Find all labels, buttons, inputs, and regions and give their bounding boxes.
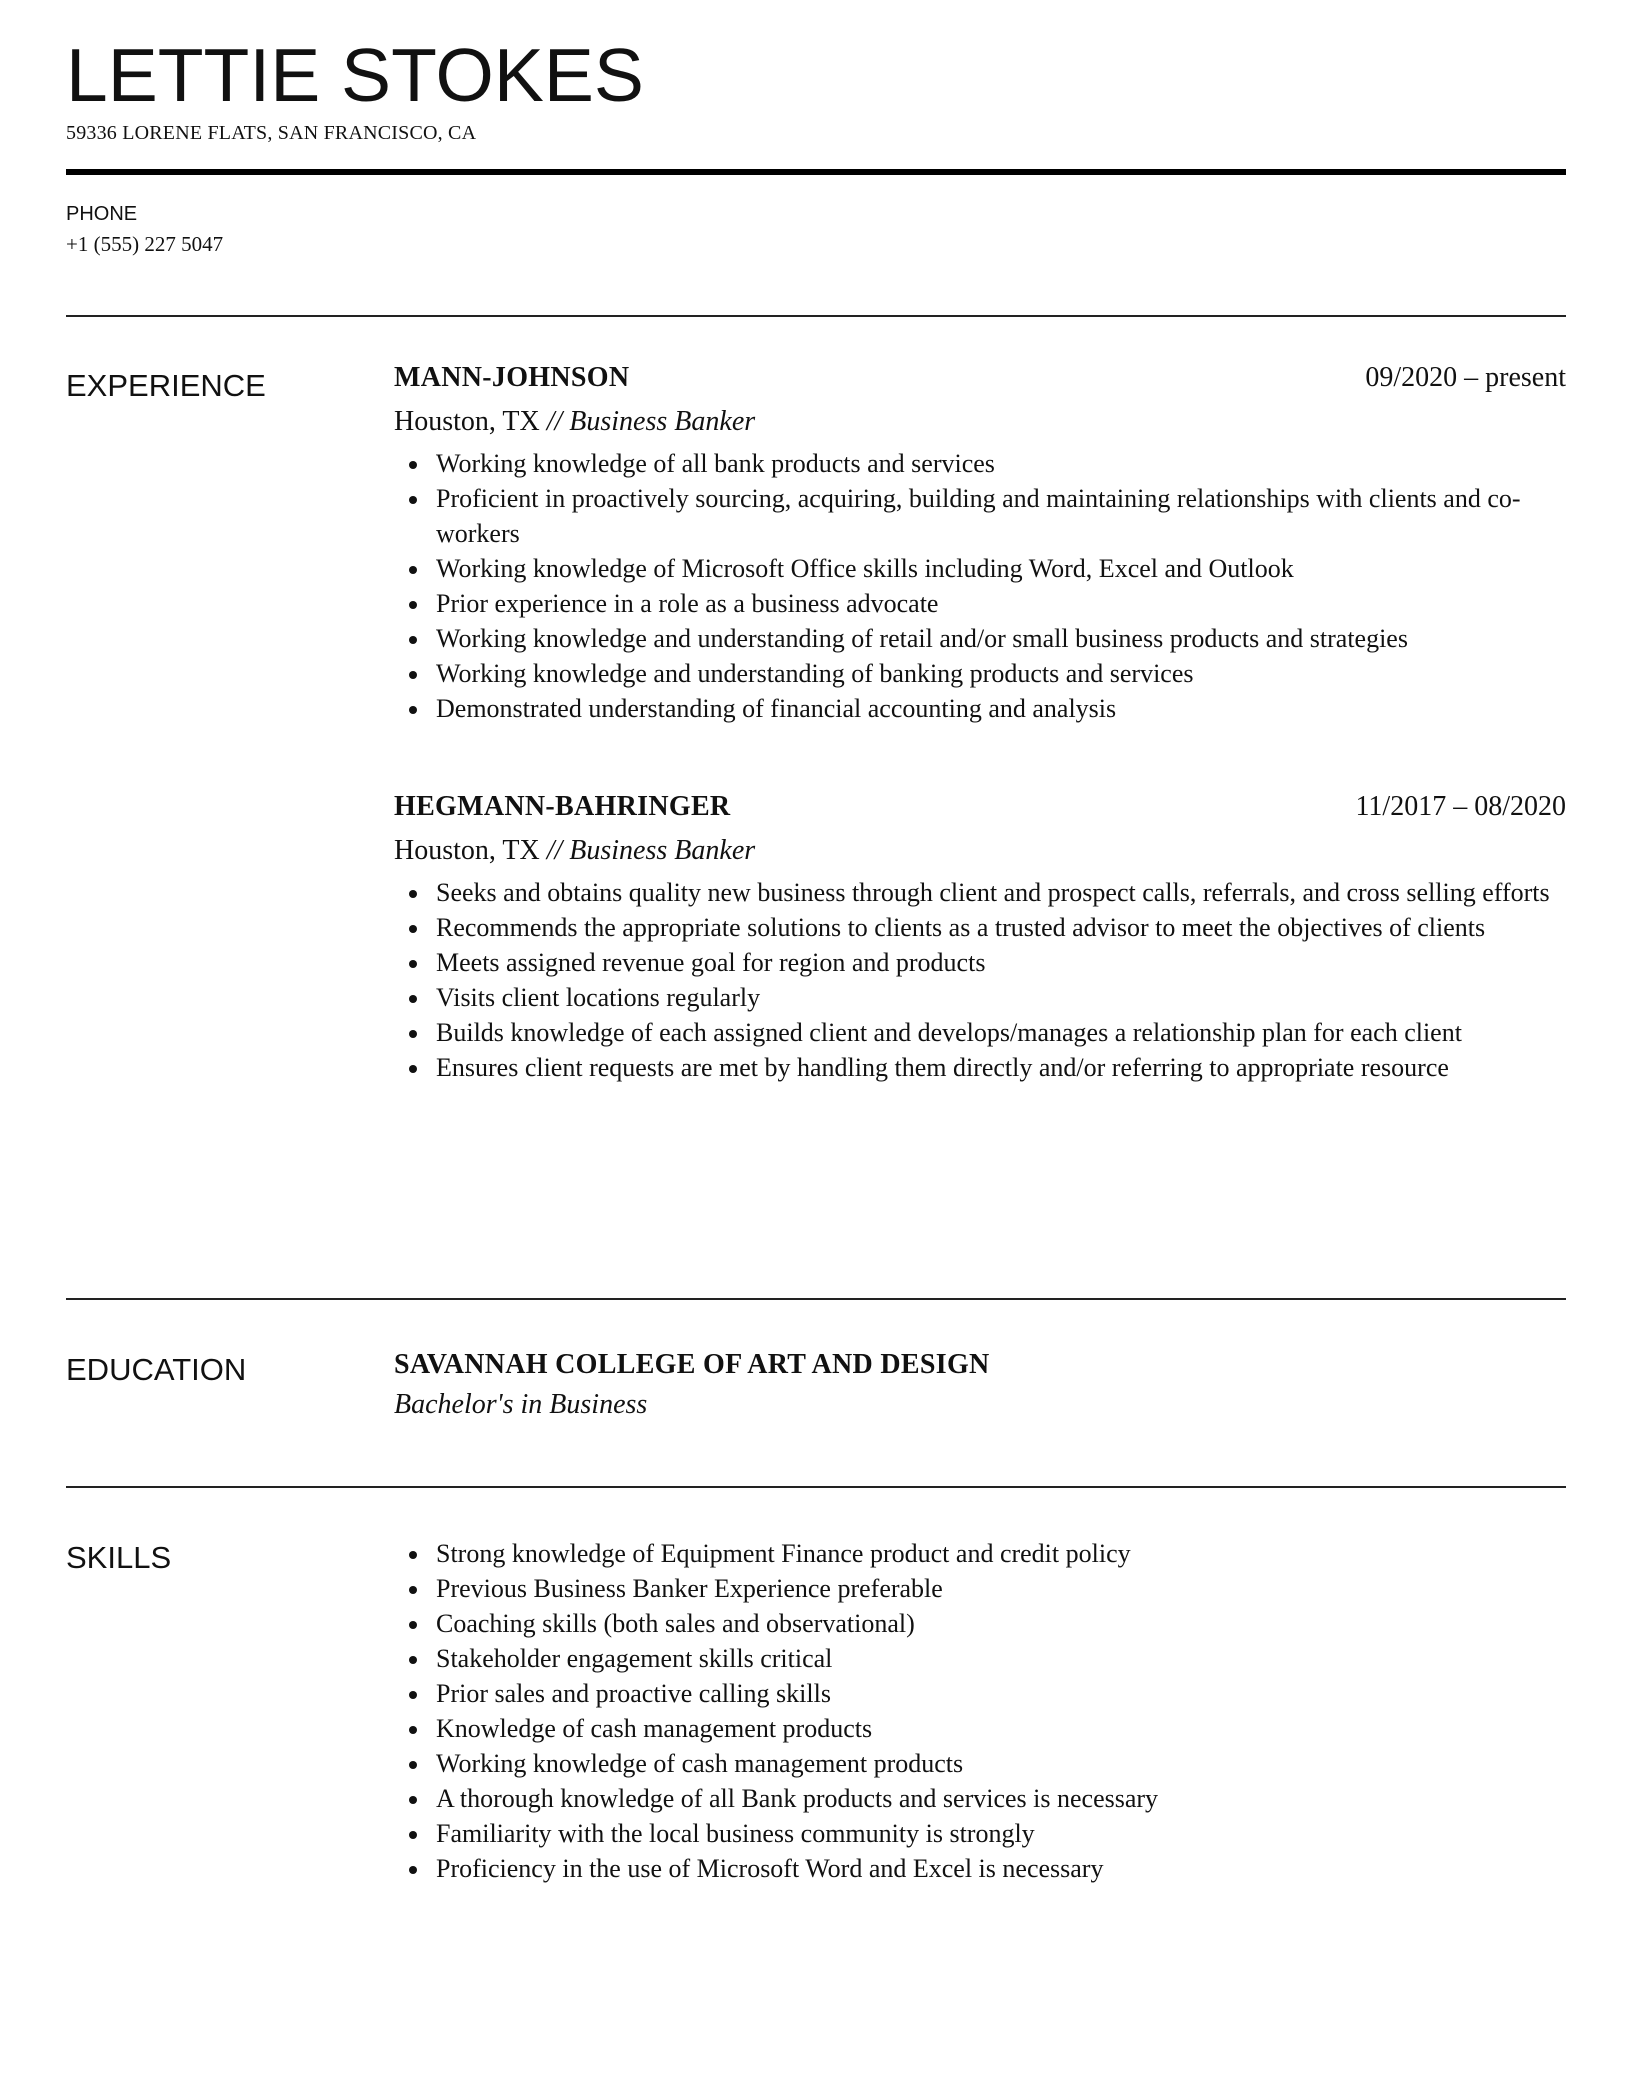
list-item: Knowledge of cash management products — [436, 1711, 1566, 1746]
list-item: Prior sales and proactive calling skills — [436, 1676, 1566, 1711]
job-entry — [394, 362, 1566, 726]
job-subtitle — [394, 831, 1566, 871]
list-item: Meets assigned revenue goal for region and products — [436, 945, 1566, 980]
phone-label: PHONE — [66, 203, 138, 225]
list-item: Stakeholder engagement skills critical — [436, 1641, 1566, 1676]
job-entry — [394, 791, 1566, 1085]
list-item: Proficient in proactively sourcing, acquiring, building and maintaining relationships with clients and co-workers — [436, 481, 1566, 551]
list-item: Recommends the appropriate solutions to clients as a trusted advisor to meet the objectives of clients — [436, 910, 1566, 945]
job-header — [394, 362, 1566, 402]
list-item: Working knowledge of all bank products and services — [436, 446, 1566, 481]
list-item: Seeks and obtains quality new business through client and prospect calls, referrals, and cross selling efforts — [436, 875, 1566, 910]
education-divider — [66, 1486, 1566, 1488]
job-dates: 09/2020 – present — [1365, 362, 1566, 393]
job-role: Business Banker — [569, 835, 756, 866]
experience-content — [394, 362, 1566, 726]
list-item: Demonstrated understanding of financial accounting and analysis — [436, 691, 1566, 726]
list-item: Working knowledge of cash management products — [436, 1746, 1566, 1781]
education-heading: EDUCATION — [66, 1352, 247, 1387]
contact-divider — [66, 315, 1566, 317]
list-item: Proficiency in the use of Microsoft Word and Excel is necessary — [436, 1851, 1566, 1886]
education-content — [394, 1345, 1566, 1425]
job-role: Business Banker — [569, 406, 756, 437]
job-separator: // — [539, 835, 570, 866]
candidate-name: LETTIE STOKES — [66, 33, 644, 117]
skills-content — [394, 1532, 1566, 1886]
list-item: Builds knowledge of each assigned client and develops/manages a relationship plan for each client — [436, 1015, 1566, 1050]
list-item: Working knowledge of Microsoft Office skills including Word, Excel and Outlook — [436, 551, 1566, 586]
job-company: HEGMANN-BAHRINGER — [394, 791, 731, 822]
list-item: Strong knowledge of Equipment Finance product and credit policy — [436, 1536, 1566, 1571]
job-subtitle — [394, 402, 1566, 442]
list-item: Previous Business Banker Experience preferable — [436, 1571, 1566, 1606]
experience-heading: EXPERIENCE — [66, 368, 266, 403]
list-item: Visits client locations regularly — [436, 980, 1566, 1015]
job-bullets — [394, 446, 1566, 726]
list-item: Working knowledge and understanding of retail and/or small business products and strategies — [436, 621, 1566, 656]
experience-divider — [66, 1298, 1566, 1300]
job-location: Houston, TX — [394, 835, 540, 866]
skills-list — [394, 1536, 1566, 1886]
skills-heading: SKILLS — [66, 1540, 172, 1575]
list-item: A thorough knowledge of all Bank products and services is necessary — [436, 1781, 1566, 1816]
job-company: MANN-JOHNSON — [394, 362, 630, 393]
job-header — [394, 791, 1566, 831]
job-bullets — [394, 875, 1566, 1085]
degree: Bachelor's in Business — [394, 1389, 648, 1420]
job-separator: // — [539, 406, 570, 437]
list-item: Coaching skills (both sales and observational) — [436, 1606, 1566, 1641]
job-location: Houston, TX — [394, 406, 540, 437]
list-item: Familiarity with the local business community is strongly — [436, 1816, 1566, 1851]
list-item: Prior experience in a role as a business advocate — [436, 586, 1566, 621]
job-dates: 11/2017 – 08/2020 — [1355, 791, 1566, 822]
school-name: SAVANNAH COLLEGE OF ART AND DESIGN — [394, 1349, 990, 1380]
header-divider — [66, 169, 1566, 175]
list-item: Ensures client requests are met by handling them directly and/or referring to appropriate resource — [436, 1050, 1566, 1085]
candidate-address: 59336 LORENE FLATS, SAN FRANCISCO, CA — [66, 122, 477, 144]
experience-content-2 — [394, 791, 1566, 1085]
list-item: Working knowledge and understanding of banking products and services — [436, 656, 1566, 691]
phone-value: +1 (555) 227 5047 — [66, 232, 224, 256]
